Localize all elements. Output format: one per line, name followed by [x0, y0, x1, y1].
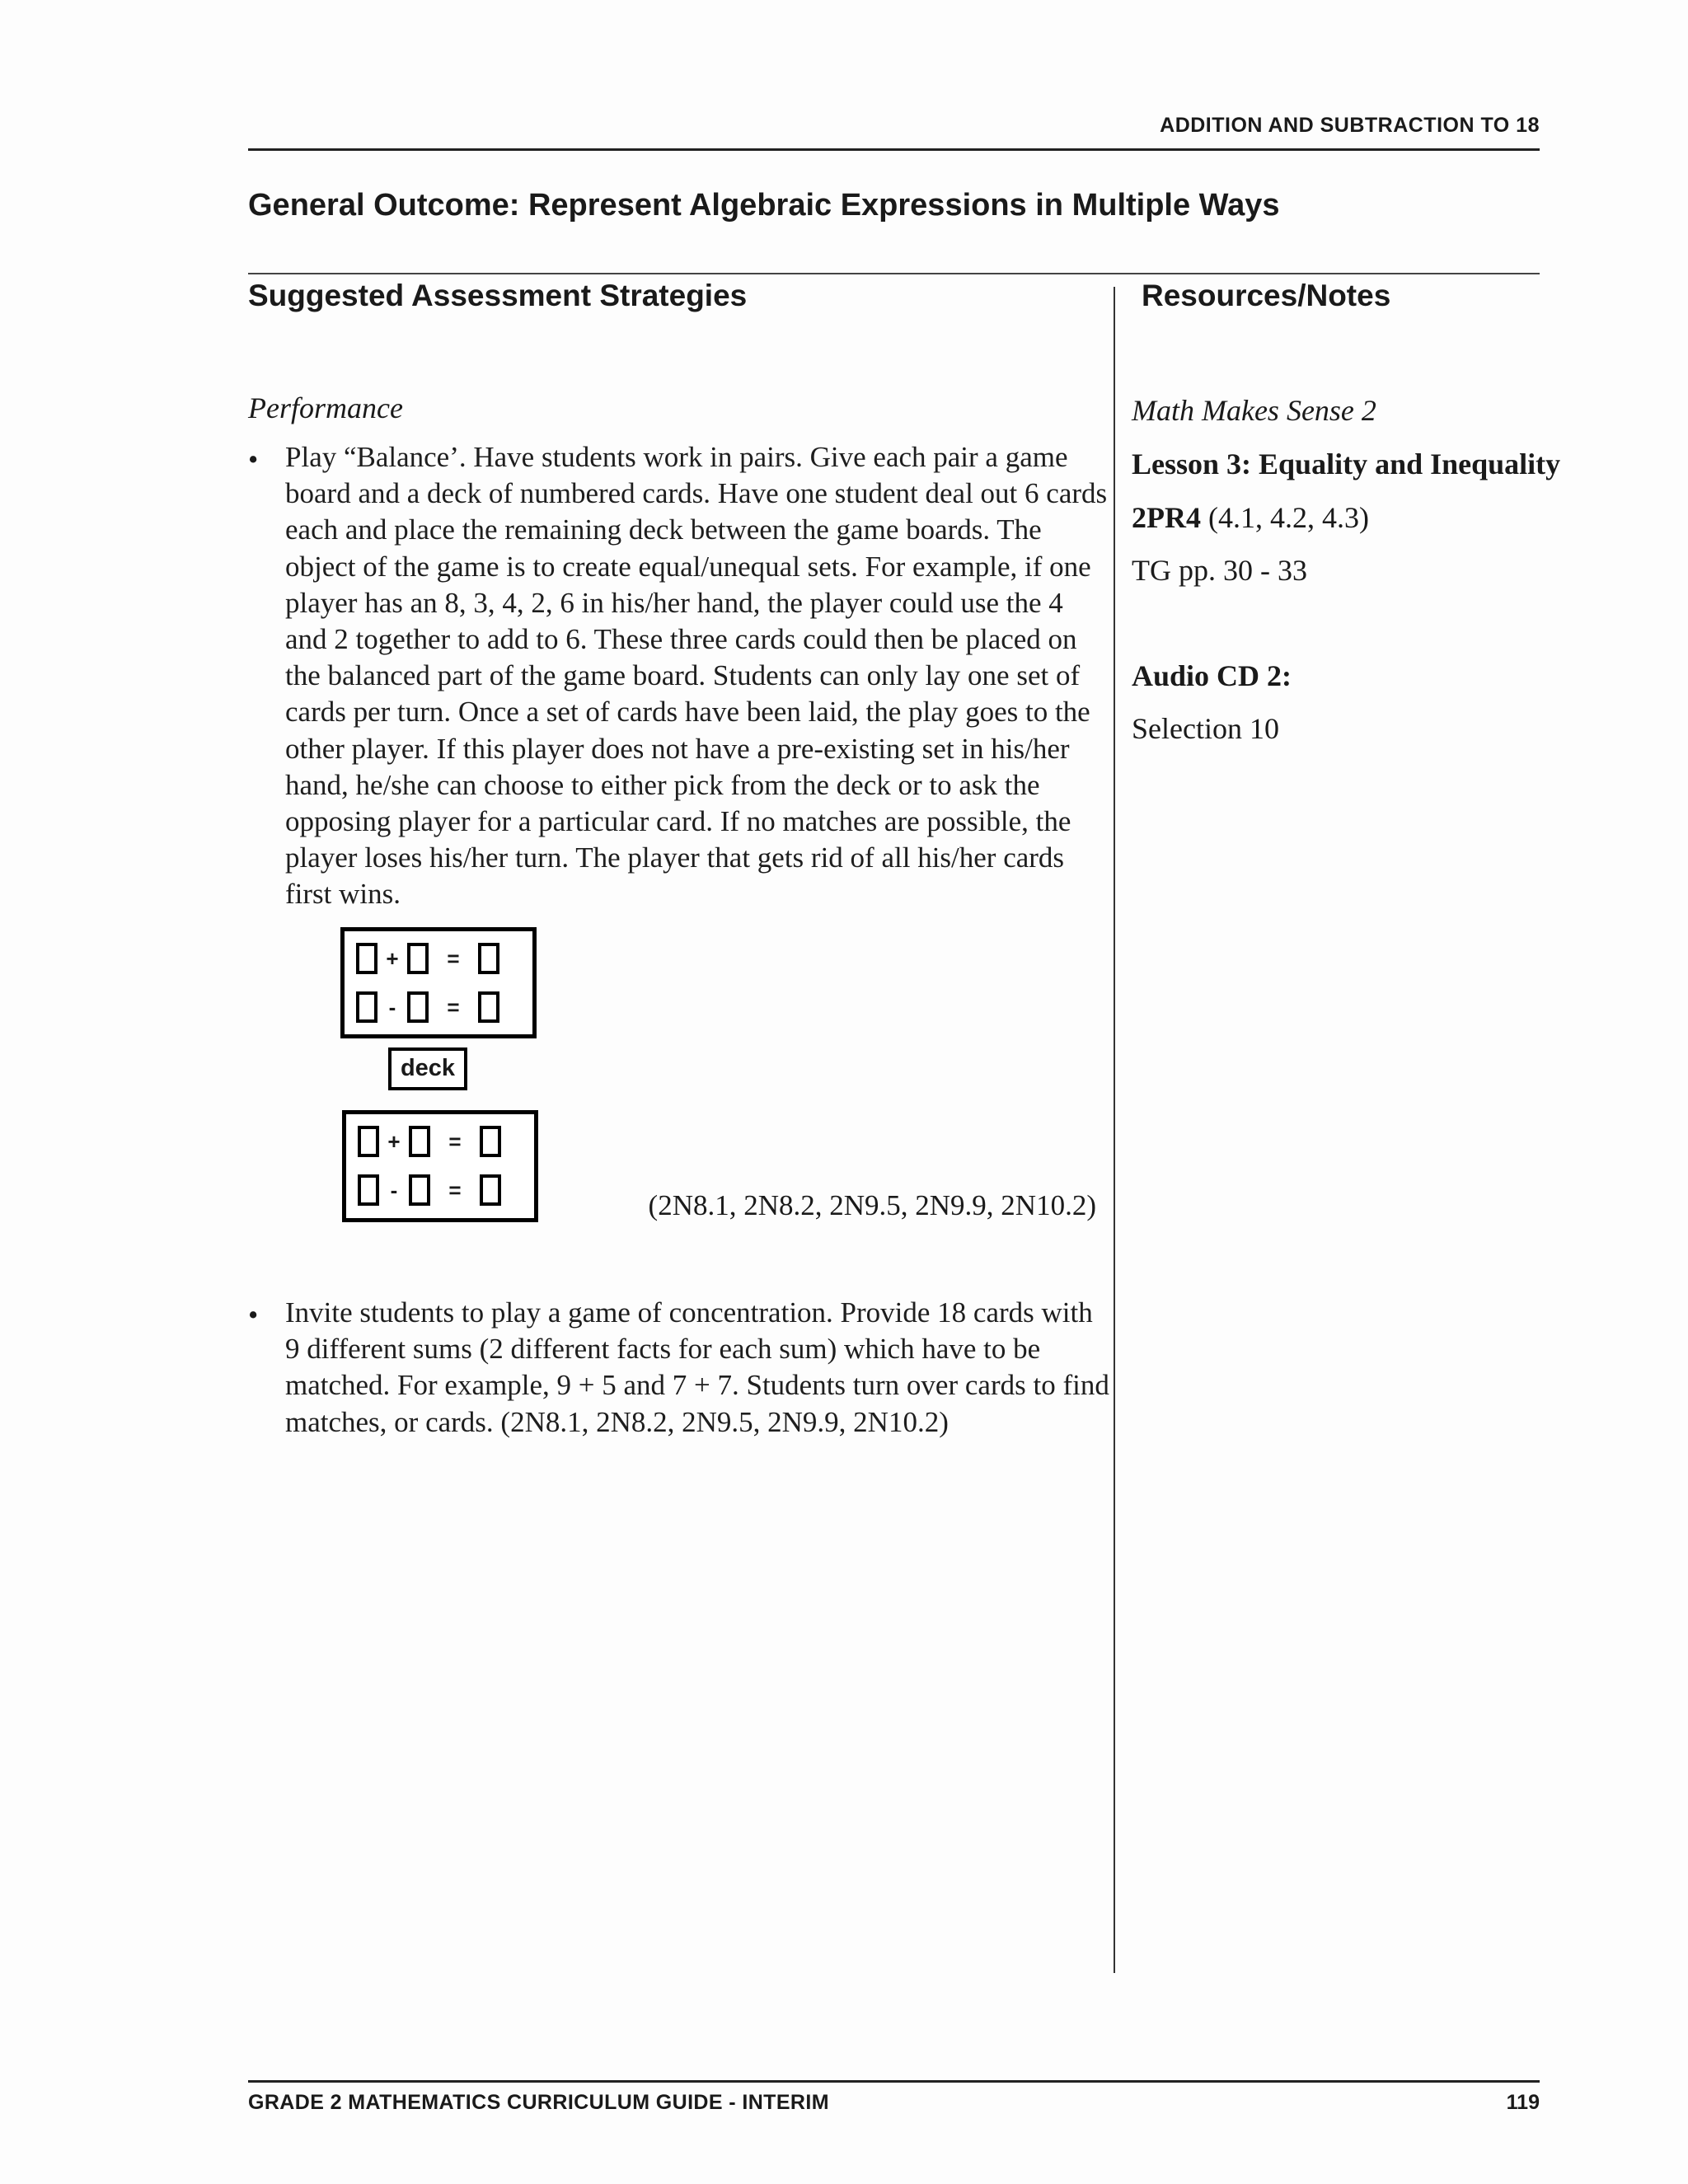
- resource-teacher-guide-pages: TG pp. 30 - 33: [1132, 554, 1307, 587]
- card-slot: [480, 1174, 501, 1206]
- card-slot: [409, 1174, 430, 1206]
- subtraction-row: [358, 1174, 501, 1207]
- resource-lesson: Lesson 3: Equality and Inequality: [1132, 448, 1561, 480]
- card-slot: [478, 991, 499, 1023]
- bullet-marker: •: [248, 1299, 259, 1331]
- general-outcome-title: General Outcome: Represent Algebraic Expressions in Multiple Ways: [248, 188, 1280, 223]
- subtraction-row: [356, 991, 499, 1024]
- card-slot: [409, 1126, 430, 1157]
- equals-sign: =: [447, 945, 460, 971]
- column-divider: [1114, 287, 1115, 1973]
- minus-sign: -: [388, 994, 396, 1019]
- outcome-code: 2PR4: [1132, 501, 1201, 534]
- performance-label: Performance: [248, 391, 403, 424]
- header-rule: [248, 148, 1540, 151]
- card-slot: [407, 991, 429, 1023]
- equals-sign: =: [448, 1128, 462, 1154]
- plus-sign: +: [386, 945, 399, 971]
- footer-title: GRADE 2 MATHEMATICS CURRICULUM GUIDE - INTERIM: [248, 2091, 829, 2114]
- resource-outcome: [1132, 500, 1369, 535]
- equals-sign: =: [448, 1177, 462, 1202]
- running-head: ADDITION AND SUBTRACTION TO 18: [1160, 114, 1540, 137]
- section-rule: [248, 273, 1540, 274]
- outcome-reference: (2N8.1, 2N8.2, 2N9.5, 2N9.9, 2N10.2): [648, 1189, 1096, 1221]
- card-slot: [407, 943, 429, 974]
- game-board-top: [340, 927, 537, 1038]
- resource-book-title: Math Makes Sense 2: [1132, 394, 1376, 427]
- game-board-bottom: [342, 1110, 538, 1222]
- resources-column-heading: Resources/Notes: [1142, 279, 1391, 312]
- addition-row: [358, 1125, 501, 1158]
- resource-audio-selection: Selection 10: [1132, 712, 1279, 745]
- card-slot: [358, 1126, 379, 1157]
- balance-game-description: Play “Balance’. Have students work in pairs. Give each pair a game board and a deck of numbered cards. Have one student deal out 6 cards each and place the remaining deck between the game boards. The object of the game is to create equal/unequal sets. For example, if one player has an 8, 3, 4, 2, 6 in his/her hand, the player could use the 4 and 2 together to add to 6. These three cards could then be placed on the balanced part of the game board. Students can only lay one set of cards per turn. Once a set of cards have been laid, the play goes to the other player. If this player does not have a pre-existing set in his/her hand, he/she can choose to either pick from the deck or to ask the opposing player for a particular card. If no matches are possible, the player loses his/her turn. The player that gets rid of all his/her cards first wins.: [285, 441, 1108, 911]
- addition-row: [356, 942, 499, 975]
- card-slot: [356, 943, 377, 974]
- equals-sign: =: [447, 994, 460, 1019]
- footer-rule: [248, 2080, 1540, 2083]
- bullet-marker: •: [248, 443, 259, 476]
- card-slot: [480, 1126, 501, 1157]
- resource-audio-cd: Audio CD 2:: [1132, 659, 1292, 692]
- plus-sign: +: [387, 1128, 401, 1154]
- card-slot: [478, 943, 499, 974]
- concentration-game-description: Invite students to play a game of concentration. Provide 18 cards with 9 different sums (2 different facts for each sum) which have to be matched. For example, 9 + 5 and 7 + 7. Students turn over cards to find matches, or cards. (2N8.1, 2N8.2, 2N9.5, 2N9.9, 2N10.2): [285, 1296, 1109, 1438]
- card-slot: [358, 1174, 379, 1206]
- minus-sign: -: [390, 1177, 398, 1202]
- outcome-indicators: (4.1, 4.2, 4.3): [1201, 501, 1369, 534]
- assessment-column-heading: Suggested Assessment Strategies: [248, 279, 748, 312]
- card-slot: [356, 991, 377, 1023]
- page-number: 119: [1506, 2091, 1540, 2114]
- deck-label: deck: [388, 1047, 467, 1090]
